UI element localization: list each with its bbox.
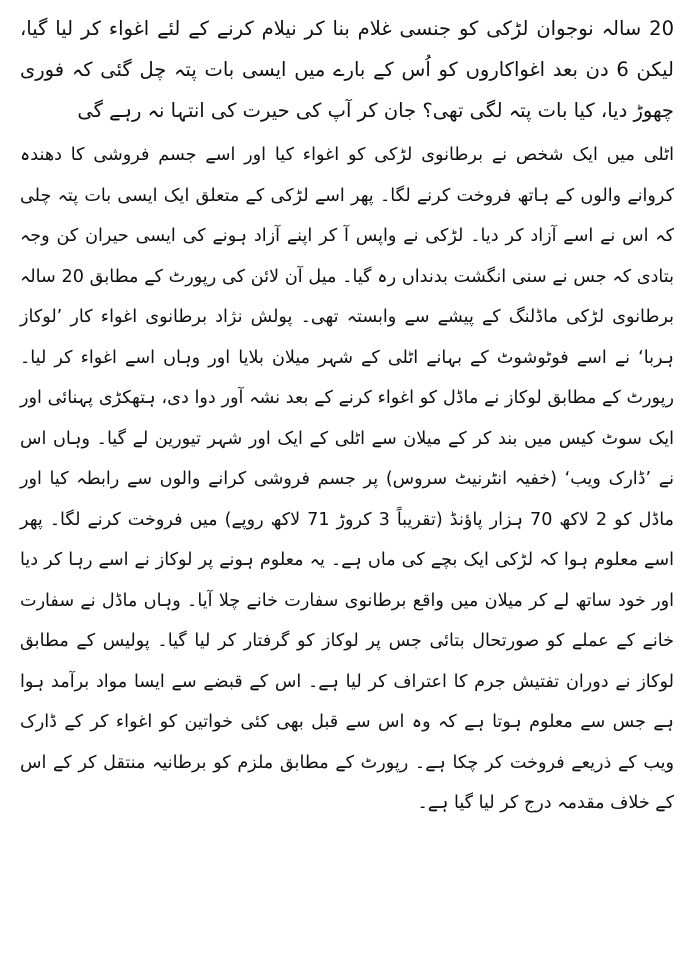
article-body: اٹلی میں ایک شخص نے برطانوی لڑکی کو اغواء کیا اور اسے جسم فروشی کا دھندہ کروانے والوں کے ہاتھ فروخت کرنے لگا۔ پھر اسے لڑکی کے متعلق ایک ایسی بات پتہ چلی کہ اس نے اسے آزاد کر دیا۔ لڑکی نے واپس آ کر اپنے آزاد ہونے کی ایسی حیران کن وجہ بتادی کہ جس نے سنی انگشت بدنداں رہ گیا۔ میل آن لائن کی رپورٹ کے مطابق 20 سالہ برطانوی لڑکی ماڈلنگ کے پیشے سے وابستہ تھی۔ پولش نژاد برطانوی اغواء کار ’لوکاز ہربا‘ نے اسے فوٹوشوٹ کے بہانے اٹلی کے شہر میلان بلایا اور وہاں اسے اغواء کر لیا۔ رپورٹ کے مطابق لوکاز نے ماڈل کو اغواء کرنے کے بعد نشہ آور دوا دی، ہتھکڑی پہنائی اور ایک سوٹ کیس میں بند کر کے میلان سے اٹلی کے ایک اور شہر تیورین لے گیا۔ وہاں اس نے ’ڈارک ویب‘ (خفیہ انٹرنیٹ سروس) پر جسم فروشی کرانے والوں سے رابطہ کیا اور ماڈل کو 2 لاکھ 70 ہزار پاؤنڈ (تقریباً 3 کروڑ 71 لاکھ روپے) میں فروخت کرنے لگا۔ پھر اسے معلوم ہوا کہ لڑکی ایک بچے کی ماں ہے۔ یہ معلوم ہونے پر لوکاز نے اسے رہا کر دیا اور خود ساتھ لے کر میلان میں واقع برطانوی سفارت خانے چلا آیا۔ وہاں ماڈل نے سفارت خانے کے عملے کو صورتحال بتائی جس پر لوکاز کو گرفتار کر لیا گیا۔ پولیس کے مطابق لوکاز نے دوران تفتیش جرم کا اعتراف کر لیا ہے۔ اس کے قبضے سے ایسا مواد برآمد ہوا ہے جس سے معلوم ہوتا ہے کہ وہ اس سے قبل بھی کئی خواتین کو اغواء کر کے ڈارک ویب کے ذریعے فروخت کر چکا ہے۔ رپورٹ کے مطابق ملزم کو برطانیہ منتقل کر کے اس کے خلاف مقدمہ درج کر لیا گیا ہے۔ bbox=[20, 145, 674, 813]
article-headline: 20 سالہ نوجوان لڑکی کو جنسی غلام بنا کر نیلام کرنے کے لئے اغواء کر لیا گیا، لیکن 6 دن بعد اغواکاروں کو اُس کے بارے میں ایسی بات پتہ چل گئی کہ فوری چھوڑ دیا، کیا بات پتہ لگی تھی؟ جان کر آپ کی حیرت کی انتہا نہ رہے گی bbox=[20, 17, 674, 122]
